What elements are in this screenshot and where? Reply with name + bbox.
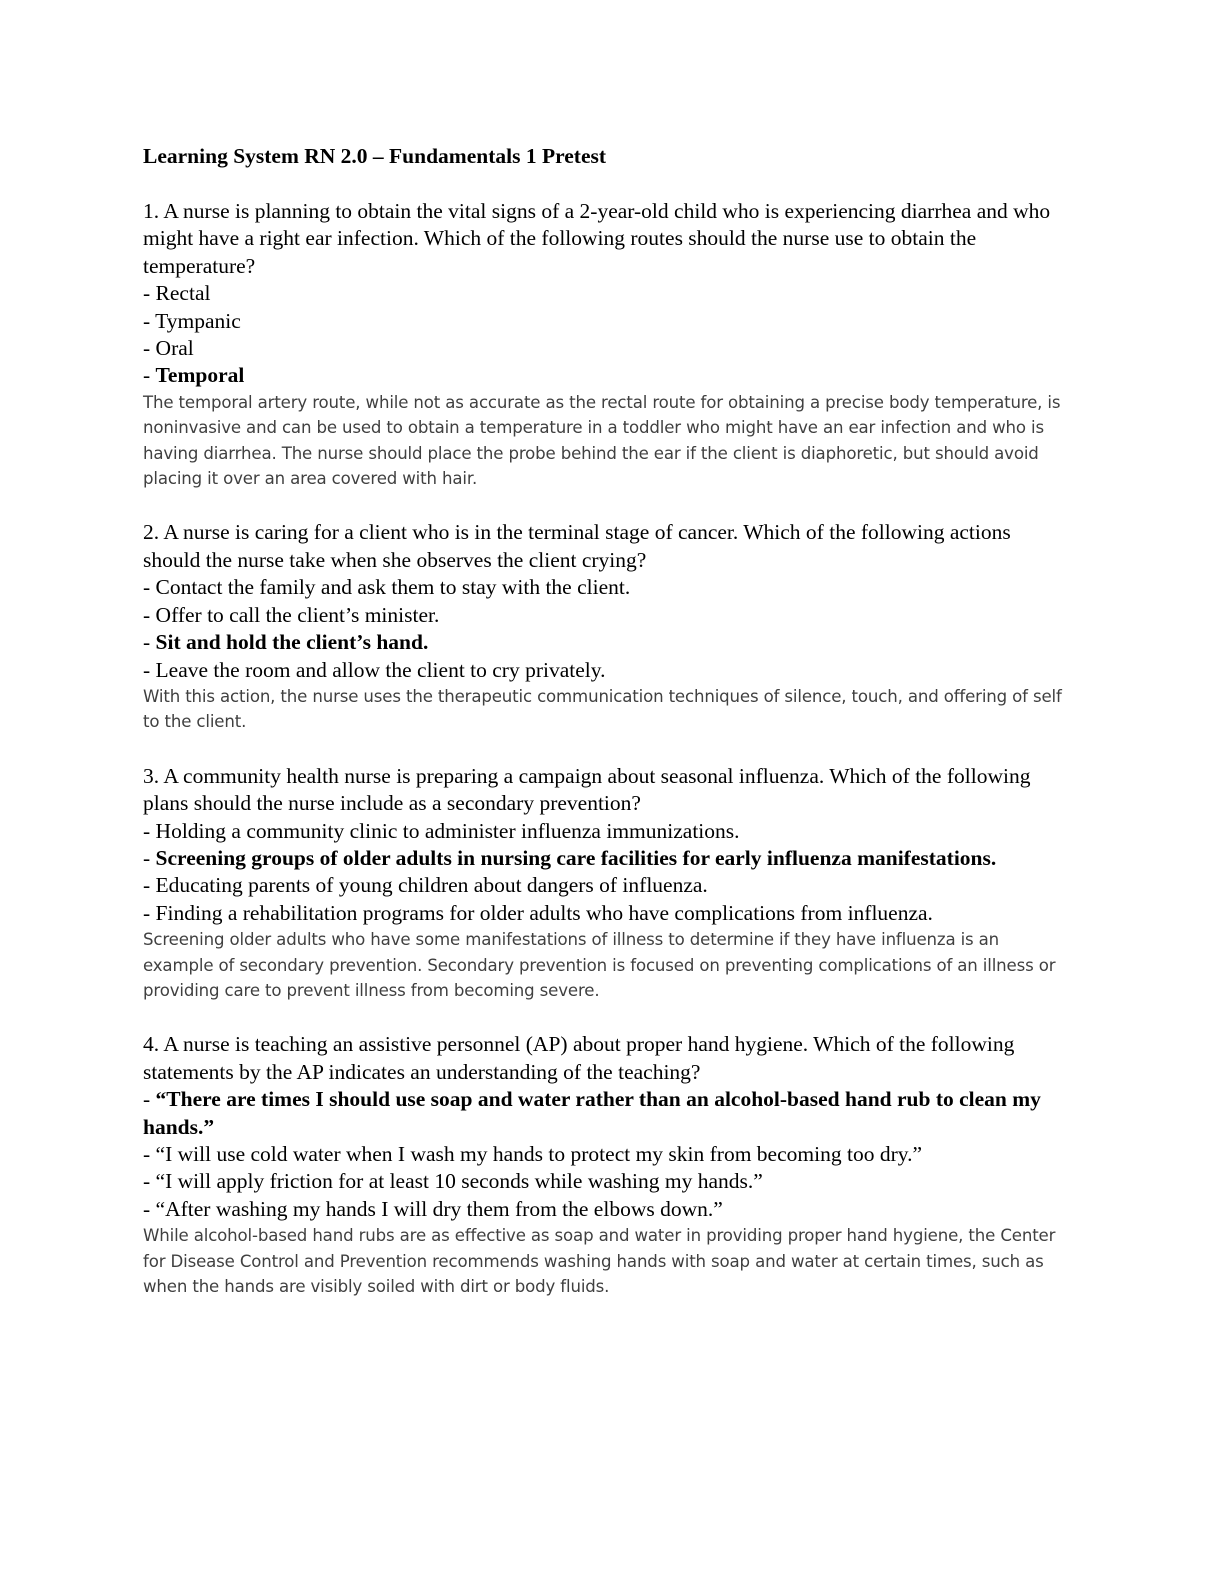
answer-option (143, 280, 1073, 307)
question-1 (143, 198, 1073, 491)
question-text (143, 198, 1073, 280)
question-text (143, 519, 1073, 574)
option-bullet: - (143, 1169, 156, 1194)
option-bullet: - (143, 308, 156, 333)
option-text: Tympanic (155, 308, 241, 333)
answer-options (143, 574, 1073, 684)
option-text: “There are times I should use soap and water rather than an alcohol-based hand rub to clean my hands.” (143, 1087, 1041, 1139)
question-number: 4. (143, 1032, 160, 1057)
answer-options (143, 280, 1073, 390)
answer-options (143, 1086, 1073, 1223)
question-number: 2. (143, 520, 160, 545)
question-stem: A nurse is teaching an assistive personnel (AP) about proper hand hygiene. Which of the following statements by the AP indicates an understanding of the teaching? (143, 1032, 1015, 1084)
option-bullet: - (143, 1142, 156, 1166)
rationale-text: Screening older adults who have some manifestations of illness to determine if they have influenza is an example of secondary prevention. Secondary prevention is focused on preventing complications of an illness or providing care to prevent illness from becoming severe. (143, 930, 1056, 1000)
option-bullet: - (143, 336, 156, 361)
answer-option-correct (143, 629, 1073, 656)
answer-option (143, 602, 1073, 629)
answer-option-correct (143, 1086, 1073, 1141)
option-bullet: - (143, 281, 156, 306)
option-bullet: - (143, 657, 156, 682)
answer-option (143, 818, 1073, 845)
answer-option-correct (143, 362, 1073, 389)
option-bullet: - (143, 1087, 156, 1112)
option-text: Offer to call the client’s minister. (155, 602, 440, 627)
document-page (143, 143, 1073, 1327)
option-bullet: - (143, 630, 156, 655)
option-text: “I will apply friction for at least 10 seconds while washing my hands.” (155, 1169, 763, 1194)
answer-option-correct (143, 845, 1073, 872)
answer-option (143, 335, 1073, 362)
question-stem: A community health nurse is preparing a campaign about seasonal influenza. Which of the following plans should the nurse include as a secondary prevention? (143, 763, 1031, 816)
rationale-text: With this action, the nurse uses the therapeutic communication techniques of silence, touch, and offering of self to the client. (143, 686, 1062, 732)
question-3 (143, 763, 1073, 1004)
answer-option (143, 1168, 1073, 1195)
answer-options (143, 818, 1073, 928)
question-4 (143, 1031, 1073, 1299)
answer-option (143, 574, 1073, 601)
question-text (143, 1031, 1073, 1086)
question-stem: A nurse is caring for a client who is in the terminal stage of cancer. Which of the following actions should the nurse take when she observes the client crying? (143, 520, 1011, 572)
answer-option (143, 900, 1073, 927)
question-number: 1. (143, 199, 160, 223)
option-bullet: - (143, 363, 156, 388)
option-text: Holding a community clinic to administer influenza immunizations. (155, 818, 740, 843)
option-text: Contact the family and ask them to stay with the client. (155, 575, 631, 600)
option-text: “After washing my hands I will dry them from the elbows down.” (155, 1196, 723, 1221)
answer-option (143, 1141, 1073, 1168)
answer-option (143, 872, 1073, 899)
answer-option (143, 308, 1073, 335)
question-2 (143, 519, 1073, 734)
option-text: Finding a rehabilitation programs for older adults who have complications from influenza. (155, 900, 933, 925)
question-stem: A nurse is planning to obtain the vital signs of a 2-year-old child who is experiencing diarrhea and who might have a right ear infection. Which of the following routes should the nurse use to obtain the temperature? (143, 199, 1051, 278)
option-bullet: - (143, 575, 156, 600)
option-text: Leave the room and allow the client to cry privately. (155, 657, 606, 682)
option-bullet: - (143, 818, 156, 843)
option-text: “I will use cold water when I wash my hands to protect my skin from becoming too dry.” (155, 1142, 922, 1166)
option-bullet: - (143, 1196, 156, 1221)
rationale-text: While alcohol-based hand rubs are as effective as soap and water in providing proper hand hygiene, the Center for Disease Control and Prevention recommends washing hands with soap and water at certain times, such as when the hands are visibly soiled with dirt or body fluids. (143, 1226, 1056, 1297)
question-number: 3. (143, 763, 160, 788)
answer-option (143, 657, 1073, 684)
option-text: Sit and hold the client’s hand. (155, 630, 429, 655)
question-text (143, 763, 1073, 818)
option-text: Temporal (155, 363, 245, 388)
option-text: Educating parents of young children about dangers of influenza. (155, 873, 708, 898)
option-text: Rectal (155, 281, 211, 306)
option-text: Oral (155, 336, 194, 361)
option-bullet: - (143, 900, 156, 925)
rationale-text: The temporal artery route, while not as accurate as the rectal route for obtaining a precise body temperature, is noninvasive and can be used to obtain a temperature in a toddler who might have an ear infection and who is having diarrhea. The nurse should place the probe behind the ear if the client is diaphoretic, but should avoid placing it over an area covered with hair. (143, 392, 1061, 489)
option-text: Screening groups of older adults in nursing care facilities for early influenza manifestations. (155, 845, 997, 870)
option-bullet: - (143, 602, 156, 627)
option-bullet: - (143, 873, 156, 898)
document-title: Learning System RN 2.0 – Fundamentals 1 Pretest (143, 144, 607, 168)
answer-option (143, 1196, 1073, 1223)
option-bullet: - (143, 845, 156, 870)
